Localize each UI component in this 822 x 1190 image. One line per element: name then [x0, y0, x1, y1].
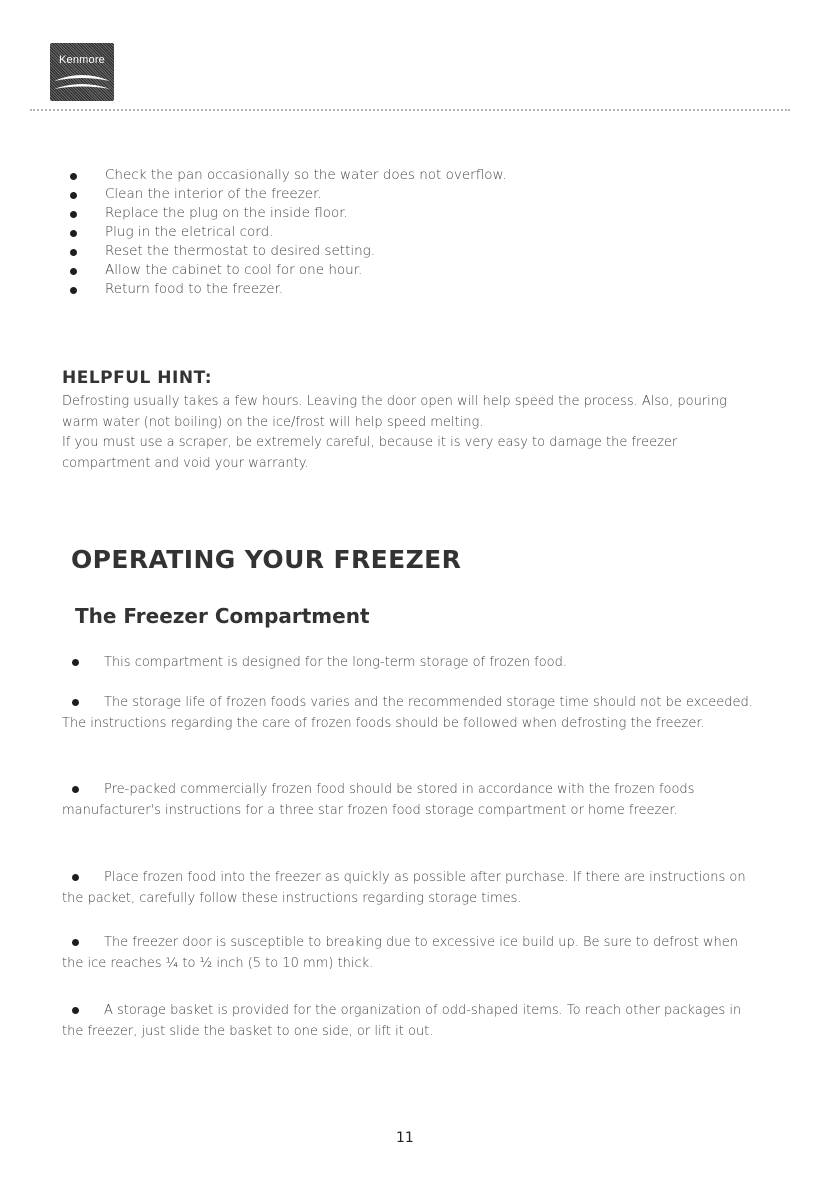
paragraph [62, 692, 762, 734]
helpful-hint-text [62, 392, 762, 474]
bullet-icon [70, 249, 77, 256]
paragraph-text: The storage life of frozen foods varies and the recommended storage time should not be exceeded. The instructions regarding the care of frozen foods should be followed when defrosting the freezer. [62, 695, 753, 731]
bullet-icon [72, 659, 79, 666]
helpful-hint-title: HELPFUL HINT: [62, 368, 213, 388]
page-number: 11 [396, 1130, 414, 1146]
paragraph [62, 867, 762, 909]
logo-swoosh-icon [50, 69, 114, 101]
paragraph [62, 932, 762, 974]
paragraph [62, 652, 762, 673]
section-title: OPERATING YOUR FREEZER [71, 545, 462, 574]
bullet-icon [72, 786, 79, 793]
bullet-icon [70, 192, 77, 199]
paragraph-text: Pre-packed commercially frozen food should be stored in accordance with the frozen foods manufacturer's instructions for a three star frozen food storage compartment or home freezer. [62, 782, 695, 818]
paragraph-text: A storage basket is provided for the organization of odd-shaped items. To reach other packages in the freezer, just slide the basket to one side, or lift it out. [62, 1003, 742, 1039]
paragraph [62, 1000, 762, 1042]
bullet-icon [70, 173, 77, 180]
header-divider [30, 109, 790, 111]
paragraph-text: Place frozen food into the freezer as quickly as possible after purchase. If there are instructions on the packet, carefully follow these instructions regarding storage times. [62, 870, 746, 906]
paragraph [62, 779, 762, 821]
bullet-icon [70, 211, 77, 218]
bullet-icon [72, 1007, 79, 1014]
bullet-icon [70, 287, 77, 294]
bullet-icon [72, 874, 79, 881]
paragraph-text: The freezer door is susceptible to breaking due to excessive ice build up. Be sure to defrost when the ice reaches ¼ to ½ inch (5 to 10 mm) thick. [62, 935, 738, 971]
bullet-icon [70, 268, 77, 275]
bullet-icon [72, 939, 79, 946]
subsection-title: The Freezer Compartment [75, 604, 370, 628]
hint-paragraph: If you must use a scraper, be extremely careful, because it is very easy to damage the freezer compartment and void your warranty. [62, 435, 678, 471]
paragraph-text: This compartment is designed for the long-term storage of frozen food. [104, 655, 567, 670]
bullet-icon [70, 230, 77, 237]
kenmore-logo [50, 43, 114, 101]
logo-text: Kenmore [58, 54, 106, 66]
bullet-icon [72, 699, 79, 706]
hint-paragraph: Defrosting usually takes a few hours. Leaving the door open will help speed the process. Also, pouring warm water (not boiling) on the ice/frost will help speed melting. [62, 394, 727, 430]
